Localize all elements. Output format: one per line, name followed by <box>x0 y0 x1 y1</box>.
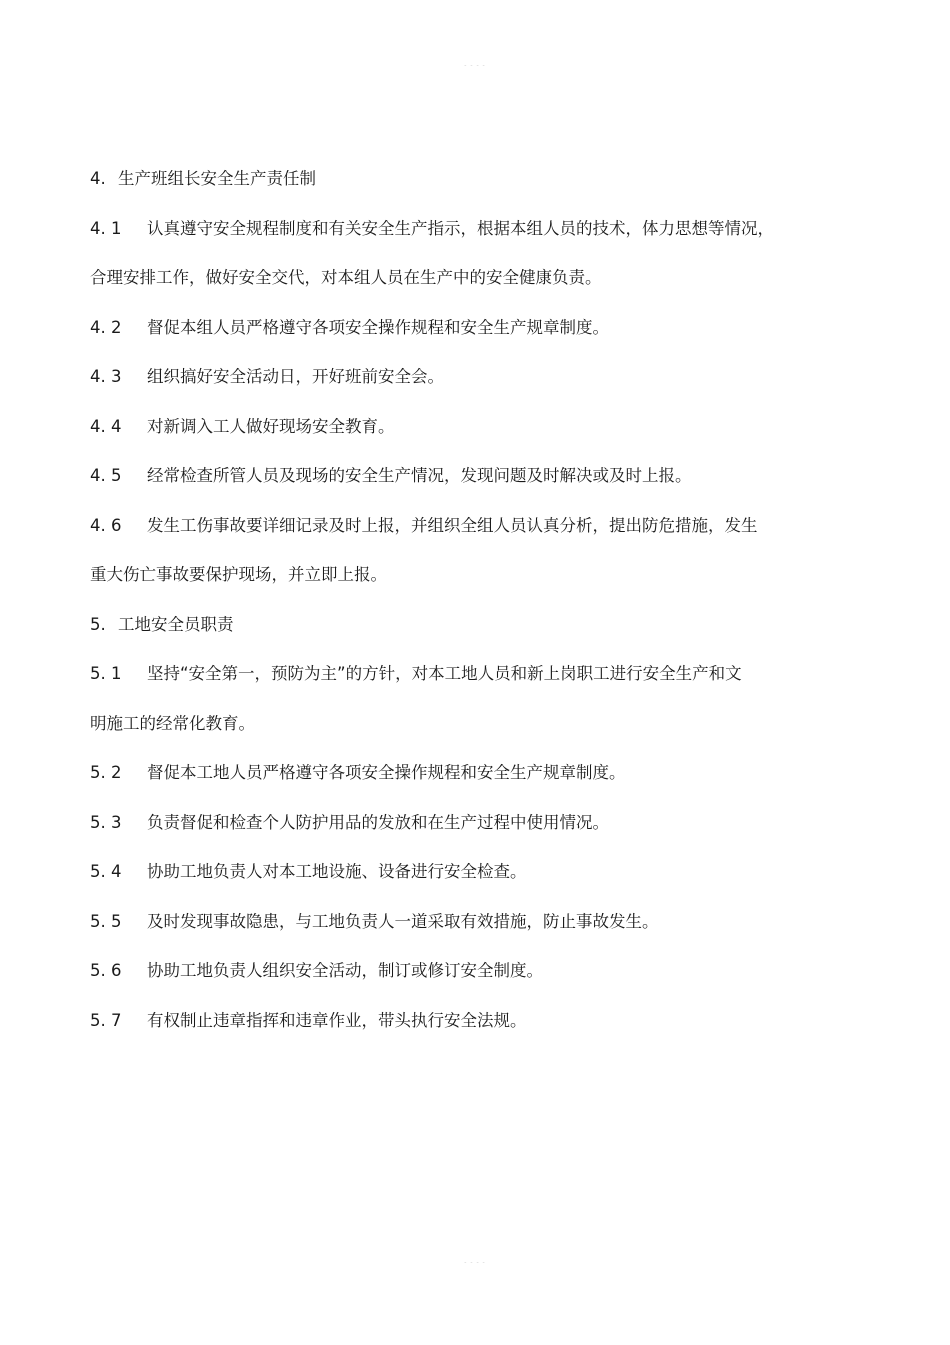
clause-4-1-continued <box>90 265 820 291</box>
clause-number: 5. 5 <box>90 911 122 931</box>
clause-text: 对新调入工人做好现场安全教育。 <box>147 416 395 436</box>
clause-number: 4. 1 <box>90 218 122 238</box>
clause-text: 坚持“安全第一，预防为主”的方针，对本工地人员和新上岗职工进行安全生产和文 <box>147 664 742 683</box>
clause-5-1-continued <box>90 711 820 737</box>
clause-number: 4. 3 <box>90 367 122 386</box>
clause-number: 5. 6 <box>90 961 122 980</box>
clause-text: 经常检查所管人员及现场的安全生产情况，发现问题及时解决或及时上报。 <box>147 466 692 485</box>
clause-number: 4. 2 <box>90 317 122 337</box>
clause-number: 4. 5 <box>90 466 122 485</box>
section-heading-4 <box>90 166 820 192</box>
clause-5-1 <box>90 661 820 687</box>
clause-text: 督促本组人员严格遵守各项安全操作规程和安全生产规章制度。 <box>147 317 609 337</box>
clause-4-6 <box>90 513 820 539</box>
section-number: 4. <box>90 169 106 188</box>
page-header-mark: - - - - <box>464 62 486 69</box>
clause-5-7 <box>90 1008 820 1034</box>
clause-4-3 <box>90 364 820 390</box>
clause-number: 5. 7 <box>90 1010 122 1030</box>
clause-5-3 <box>90 810 820 836</box>
clause-4-2 <box>90 315 820 341</box>
clause-number: 5. 2 <box>90 763 122 782</box>
clause-text: 组织搞好安全活动日，开好班前安全会。 <box>147 367 444 386</box>
document-body <box>90 166 820 1057</box>
section-number: 5. <box>90 614 106 634</box>
clause-5-4 <box>90 859 820 885</box>
clause-number: 4. 4 <box>90 416 122 436</box>
clause-5-6 <box>90 958 820 984</box>
clause-text: 督促本工地人员严格遵守各项安全操作规程和安全生产规章制度。 <box>147 763 626 782</box>
section-title: 工地安全员职责 <box>118 614 234 634</box>
page-footer-mark: - - - - <box>464 1259 486 1266</box>
clause-5-2 <box>90 760 820 786</box>
clause-text: 发生工伤事故要详细记录及时上报，并组织全组人员认真分析，提出防危措施，发生 <box>147 515 758 535</box>
clause-4-1 <box>90 216 820 242</box>
section-title: 生产班组长安全生产责任制 <box>118 169 316 188</box>
clause-4-6-continued <box>90 562 820 588</box>
clause-text: 合理安排工作，做好安全交代，对本组人员在生产中的安全健康负责。 <box>90 268 602 287</box>
clause-text: 协助工地负责人组织安全活动，制订或修订安全制度。 <box>147 961 543 980</box>
clause-number: 4. 6 <box>90 515 122 535</box>
clause-number: 5. 3 <box>90 812 122 832</box>
clause-number: 5. 4 <box>90 862 122 881</box>
clause-text: 重大伤亡事故要保护现场，并立即上报。 <box>90 565 387 584</box>
clause-5-5 <box>90 909 820 935</box>
clause-4-5 <box>90 463 820 489</box>
clause-text: 明施工的经常化教育。 <box>90 713 255 733</box>
section-heading-5 <box>90 612 820 638</box>
clause-text: 有权制止违章指挥和违章作业，带头执行安全法规。 <box>147 1010 527 1030</box>
clause-text: 及时发现事故隐患，与工地负责人一道采取有效措施，防止事故发生。 <box>147 911 659 931</box>
clause-number: 5. 1 <box>90 664 122 683</box>
clause-text: 负责督促和检查个人防护用品的发放和在生产过程中使用情况。 <box>147 812 609 832</box>
clause-4-4 <box>90 414 820 440</box>
clause-text: 认真遵守安全规程制度和有关安全生产指示，根据本组人员的技术，体力思想等情况， <box>147 218 774 238</box>
clause-text: 协助工地负责人对本工地设施、设备进行安全检查。 <box>147 862 527 881</box>
